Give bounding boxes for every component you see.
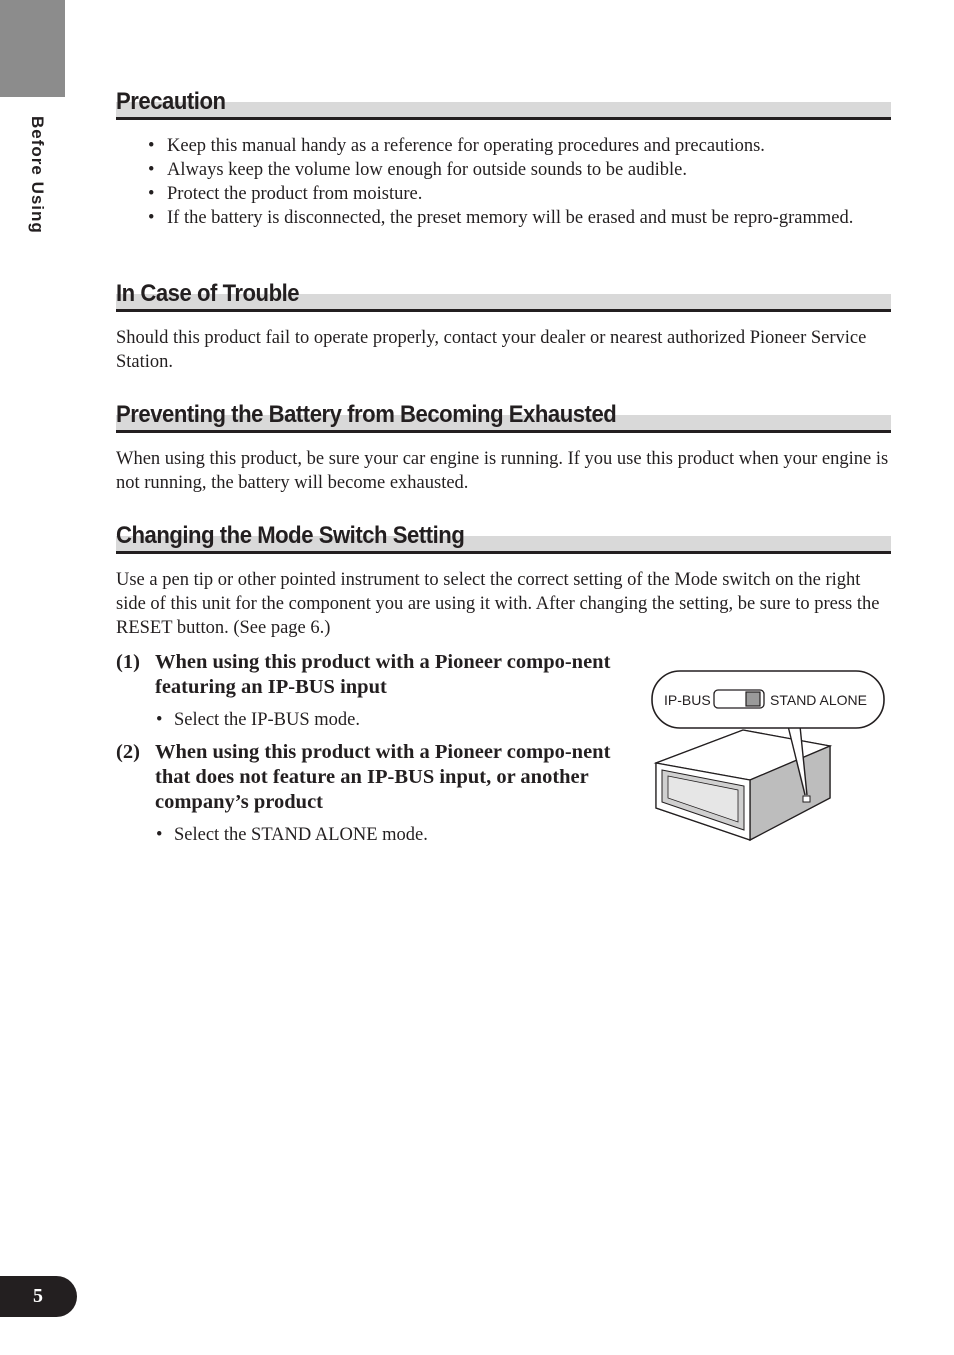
case-heading-text: When using this product with a Pioneer compo-nent featuring an IP-BUS input bbox=[155, 651, 611, 698]
section-heading bbox=[116, 280, 891, 316]
precaution-section bbox=[116, 88, 891, 230]
case-heading bbox=[116, 740, 636, 815]
case-bullet: • Select the STAND ALONE mode. bbox=[116, 823, 636, 847]
chapter-tab-block bbox=[0, 0, 65, 97]
trouble-body: Should this product fail to operate properly, contact your dealer or nearest authorized Pioneer Service Station. bbox=[116, 328, 867, 372]
precaution-list bbox=[116, 134, 891, 230]
list-item: • Always keep the volume low enough for outside sounds to be audible. bbox=[116, 158, 891, 182]
mode-body: Use a pen tip or other pointed instrument to select the correct setting of the Mode switch on the right side of this unit for the component you are using it with. After changing the setting, be sure to press the RESET button. (See page 6.) bbox=[116, 570, 880, 638]
case-heading-text: When using this product with a Pioneer compo-nent that does not feature an IP-BUS input, or another company’s product bbox=[155, 741, 611, 813]
mode-case-2 bbox=[116, 740, 636, 847]
section-heading bbox=[116, 522, 891, 558]
trouble-section bbox=[116, 280, 891, 374]
section-heading bbox=[116, 401, 891, 437]
case-heading bbox=[116, 650, 636, 700]
battery-title: Preventing the Battery from Becoming Exhausted bbox=[116, 401, 617, 428]
case-number: (1) bbox=[116, 651, 140, 673]
case-bullet: • Select the IP-BUS mode. bbox=[116, 708, 636, 732]
precaution-title: Precaution bbox=[116, 88, 226, 115]
chapter-side-label: Before Using bbox=[28, 116, 47, 234]
stand-alone-label: STAND ALONE bbox=[770, 692, 867, 708]
mode-switch-illustration bbox=[648, 668, 888, 846]
list-item: • Protect the product from moisture. bbox=[116, 182, 891, 206]
mode-switch-slot bbox=[803, 796, 810, 802]
case-number: (2) bbox=[116, 741, 140, 763]
page-number: 5 bbox=[0, 1276, 77, 1317]
battery-body: When using this product, be sure your car engine is running. If you use this product when your engine is not running, the battery will become exhausted. bbox=[116, 449, 889, 493]
battery-section bbox=[116, 401, 891, 495]
list-item: • If the battery is disconnected, the preset memory will be erased and must be repro-grammed. bbox=[116, 206, 891, 230]
mode-title: Changing the Mode Switch Setting bbox=[116, 522, 465, 549]
list-item: • Keep this manual handy as a reference for operating procedures and precautions. bbox=[116, 134, 891, 158]
ip-bus-label: IP-BUS bbox=[664, 692, 711, 708]
mode-case-1 bbox=[116, 650, 636, 732]
switch-knob bbox=[746, 692, 760, 706]
mode-section bbox=[116, 522, 891, 640]
mode-switch-drawing bbox=[648, 668, 888, 846]
trouble-title: In Case of Trouble bbox=[116, 280, 300, 307]
section-heading bbox=[116, 88, 891, 124]
